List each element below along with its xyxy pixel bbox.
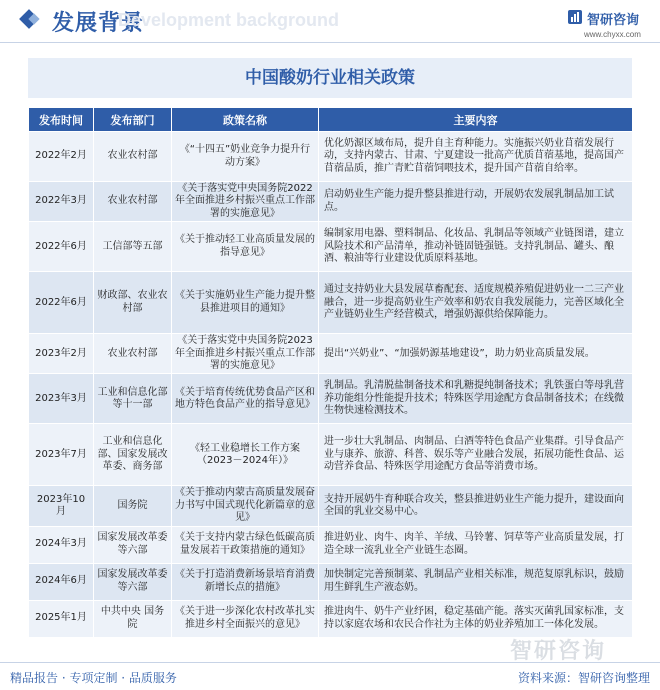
- table-row: [29, 374, 633, 424]
- cell-dept: 国务院: [94, 486, 172, 526]
- cell-date: 2024年3月: [29, 526, 94, 563]
- cell-dept: 农业农村部: [94, 132, 172, 182]
- watermark: 智研咨询: [510, 639, 607, 664]
- cell-policy-name: 《关于打造消费新场景培育消费新增长点的措施》: [172, 563, 319, 600]
- logo-name: 智研咨询: [587, 13, 640, 28]
- cell-date: 2024年6月: [29, 563, 94, 600]
- cell-content: 乳制品。乳清脱盐制备技术和乳糖提纯制备技术；乳铁蛋白等母乳营养功能组分性能提升技术；特殊医学用途配方食品制备技术；在线微生物快速检测技术。: [319, 374, 633, 424]
- table-row: [29, 526, 633, 563]
- cell-date: 2023年10月: [29, 486, 94, 526]
- column-header-content: 主要内容: [319, 108, 633, 132]
- cell-policy-name: 《关于培育传统优势食品产区和地方特色食品产业的指导意见》: [172, 374, 319, 424]
- logo-url: www.chyxx.com: [584, 30, 641, 39]
- page-footer: [0, 662, 660, 690]
- cell-content: 推进肉牛、奶牛产业纾困，稳定基础产能。落实灭菌乳国家标准，支持以家庭农场和农民合作社为主体的奶业养殖加工一体化发展。: [319, 600, 633, 637]
- column-header-date: 发布时间: [29, 108, 94, 132]
- cell-dept: 国家发展改革委等六部: [94, 526, 172, 563]
- policy-table: [28, 107, 633, 638]
- cell-dept: 财政部、农业农村部: [94, 272, 172, 334]
- cell-content: 加快制定完善预制菜、乳制品产业相关标准，规范复原乳标识，鼓励用生鲜乳生产液态奶。: [319, 563, 633, 600]
- cell-content: 通过支持奶业大县发展草畜配套、适度规模养殖促进奶业一二三产业融合，进一步提高奶业生产效率和奶农自我发展能力，完善区域化全产业链奶业生产经营模式，增强奶源供给保障能力。: [319, 272, 633, 334]
- section-title: 发展背景: [52, 11, 145, 36]
- cell-content: 支持开展奶牛育种联合攻关，整县推进奶业生产能力提升，建设面向全国的乳业交易中心。: [319, 486, 633, 526]
- table-row: [29, 222, 633, 272]
- cell-dept: 国家发展改革委等六部: [94, 563, 172, 600]
- section-ghost-title: Development background: [118, 10, 340, 30]
- cell-policy-name: 《关于支持内蒙古绿色低碳高质量发展若干政策措施的通知》: [172, 526, 319, 563]
- cell-date: 2023年2月: [29, 334, 94, 374]
- cell-policy-name: 《关于推动轻工业高质量发展的指导意见》: [172, 222, 319, 272]
- cell-content: 编制家用电器、塑料制品、化妆品、乳制品等领域产业链图谱，建立风险技术和产品清单，推动补链固链强链。支持乳制品、罐头、酿酒、粮油等行业建设优质原料基地。: [319, 222, 633, 272]
- table-row: [29, 563, 633, 600]
- cell-date: 2022年3月: [29, 182, 94, 222]
- cell-content: 推进奶业、肉牛、肉羊、羊绒、马铃薯、饲草等产业高质量发展，打造全球一流乳业全产业链生态圈。: [319, 526, 633, 563]
- logo-icon: [567, 9, 583, 25]
- cell-dept: 中共中央 国务院: [94, 600, 172, 637]
- footer-source: 资料来源：智研咨询整理: [517, 671, 650, 685]
- cell-policy-name: 《关于实施奶业生产能力提升整县推进项目的通知》: [172, 272, 319, 334]
- header-divider: [0, 42, 660, 43]
- cell-policy-name: 《“十四五”奶业竞争力提升行动方案》: [172, 132, 319, 182]
- table-title: 中国酸奶行业相关政策: [28, 58, 632, 98]
- cell-policy-name: 《关于进一步深化农村改革扎实推进乡村全面振兴的意见》: [172, 600, 319, 637]
- cell-dept: 农业农村部: [94, 334, 172, 374]
- cell-content: 提出“兴奶业”、“加强奶源基地建设”，助力奶业高质量发展。: [319, 334, 633, 374]
- cell-date: 2023年7月: [29, 424, 94, 486]
- cell-content: 进一步壮大乳制品、肉制品、白酒等特色食品产业集群。引导食品产业与康养、旅游、科普、娱乐等产业融合发展，拓展功能性食品、运动营养食品、特殊医学用途配方食品等消费市场。: [319, 424, 633, 486]
- cell-date: 2022年6月: [29, 222, 94, 272]
- cell-dept: 工业和信息化部等十一部: [94, 374, 172, 424]
- table-row: [29, 272, 633, 334]
- column-header-name: 政策名称: [172, 108, 319, 132]
- table-row: [29, 132, 633, 182]
- cell-content: 启动奶业生产能力提升整县推进行动，开展奶农发展乳制品加工试点。: [319, 182, 633, 222]
- cell-date: 2022年2月: [29, 132, 94, 182]
- cell-policy-name: 《关于落实党中央国务院2022年全面推进乡村振兴重点工作部署的实施意见》: [172, 182, 319, 222]
- table-row: [29, 486, 633, 526]
- cell-policy-name: 《关于落实党中央国务院2023年全面推进乡村振兴重点工作部署的实施意见》: [172, 334, 319, 374]
- table-row: [29, 334, 633, 374]
- table-row: [29, 600, 633, 637]
- footer-tagline: 精品报告 · 专项定制 · 品质服务: [10, 671, 177, 685]
- cell-date: 2025年1月: [29, 600, 94, 637]
- section-header: [0, 0, 660, 44]
- cell-dept: 农业农村部: [94, 182, 172, 222]
- cell-content: 优化奶源区域布局，提升自主育种能力。实施振兴奶业苜蓿发展行动，支持内蒙古、甘肃、宁夏建设一批高产优质苜蓿基地，提高国产苜蓿品质，推广青贮苜蓿饲喂技术，提升国产苜蓿自给率。: [319, 132, 633, 182]
- cell-policy-name: 《关于推动内蒙古高质量发展奋力书写中国式现代化新篇章的意见》: [172, 486, 319, 526]
- table-row: [29, 182, 633, 222]
- cell-policy-name: 《轻工业稳增长工作方案（2023－2024年）》: [172, 424, 319, 486]
- table-header-row: [29, 108, 633, 132]
- table-row: [29, 424, 633, 486]
- cell-dept: 工业和信息化部、国家发展改革委、商务部: [94, 424, 172, 486]
- cell-date: 2023年3月: [29, 374, 94, 424]
- cell-dept: 工信部等五部: [94, 222, 172, 272]
- column-header-dept: 发布部门: [94, 108, 172, 132]
- cell-date: 2022年6月: [29, 272, 94, 334]
